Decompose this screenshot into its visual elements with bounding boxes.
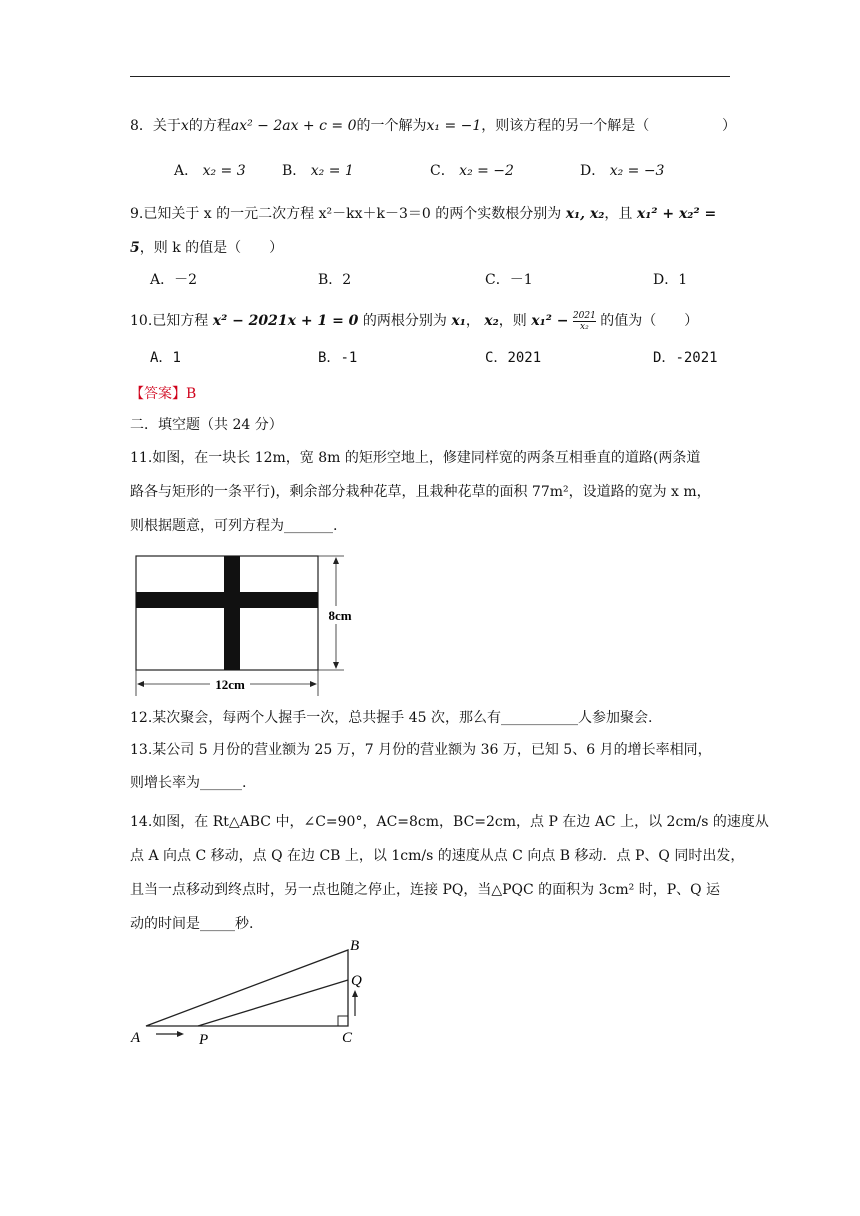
option-label: D． bbox=[653, 350, 676, 366]
q8-prefix: 8．关于 bbox=[130, 118, 181, 134]
q10-option-d bbox=[653, 348, 718, 368]
option-label: A． bbox=[174, 163, 199, 179]
q9-option-a bbox=[150, 270, 197, 290]
q11-line1: 11.如图，在一块长 12m，宽 8m 的矩形空地上，修建同样宽的两条互相垂直的道路(两条道 bbox=[130, 450, 701, 466]
q10-mid: 的两根分别为 bbox=[362, 313, 447, 329]
option-value: x₂ = −2 bbox=[459, 163, 514, 179]
label-b: B bbox=[350, 938, 360, 954]
q10-mid2: ，则 bbox=[498, 313, 527, 329]
option-value: 2 bbox=[342, 272, 352, 288]
q10-fraction-denominator: x₂ bbox=[580, 321, 589, 332]
option-label: C． bbox=[430, 163, 455, 179]
q14-line1: 14.如图，在 Rt△ABC 中，∠C=90°，AC=8cm，BC=2cm，点 P 在边 AC 上，以 2cm/s 的速度从 bbox=[130, 814, 769, 830]
option-label: A． bbox=[150, 272, 175, 288]
option-value: 1 bbox=[172, 350, 181, 366]
q14-line4: 动的时间是_____秒. bbox=[130, 916, 254, 932]
q9-option-b bbox=[318, 270, 351, 290]
option-label: D． bbox=[653, 272, 679, 288]
label-q: Q bbox=[351, 973, 362, 989]
q8-option-b bbox=[282, 161, 354, 181]
q9-option-c bbox=[485, 270, 533, 290]
height-label: 8cm bbox=[328, 608, 352, 623]
q8-option-d bbox=[580, 161, 664, 181]
q10-root2: x₂ bbox=[484, 313, 499, 329]
q8-option-a bbox=[174, 161, 246, 181]
q14-line3: 且当一点移动到终点时，另一点也随之停止，连接 PQ，当△PQC 的面积为 3cm² 时，P、Q 运 bbox=[130, 882, 721, 898]
label-c: C bbox=[342, 1030, 353, 1046]
q9-text: 9.已知关于 x 的一元二次方程 x²－kx＋k－3＝0 的两个实数根分别为 bbox=[130, 206, 562, 222]
q10-option-c bbox=[485, 348, 541, 368]
header-rule bbox=[130, 76, 730, 77]
option-value: 2021 bbox=[507, 350, 542, 366]
horizontal-road bbox=[136, 592, 318, 608]
q14-figure bbox=[126, 930, 376, 1054]
q8-close-paren: ） bbox=[722, 118, 736, 134]
answer bbox=[130, 384, 196, 404]
option-label: C． bbox=[485, 272, 510, 288]
answer-label: 【答案】 bbox=[130, 386, 186, 402]
label-p: P bbox=[199, 1032, 209, 1048]
option-value: －1 bbox=[509, 272, 533, 288]
q8-mid1: 的方程 bbox=[188, 118, 231, 134]
option-value: -2021 bbox=[675, 350, 718, 366]
question-8 bbox=[130, 116, 649, 136]
option-label: D． bbox=[580, 163, 606, 179]
q9-roots: x₁, x₂ bbox=[565, 206, 605, 222]
option-value: x₂ = 3 bbox=[202, 163, 246, 179]
q8-option-c bbox=[430, 161, 514, 181]
q10-root1: x₁ bbox=[451, 313, 466, 329]
arrow-down-icon bbox=[333, 662, 339, 669]
triangle-abc bbox=[146, 950, 348, 1026]
q9-condition: x₁² + x₂² = bbox=[636, 206, 717, 222]
option-label: B． bbox=[282, 163, 307, 179]
segment-pq bbox=[198, 980, 348, 1026]
option-value: x₂ = −3 bbox=[609, 163, 665, 179]
option-value: x₂ = 1 bbox=[310, 163, 354, 179]
q8-mid2: 的一个解为 bbox=[356, 118, 427, 134]
q8-var-x: x bbox=[180, 118, 189, 134]
q11-line2: 路各与矩形的一条平行)，剩余部分栽种花草，且栽种花草的面积 77m²，设道路的宽为 x m， bbox=[130, 484, 711, 500]
option-value: 1 bbox=[678, 272, 688, 288]
question-9-line1 bbox=[130, 204, 716, 224]
q8-suffix: ，则该方程的另一个解是（ bbox=[481, 118, 650, 134]
q11-line3: 则根据题意，可列方程为_______. bbox=[130, 518, 338, 534]
q10-sep: ， bbox=[465, 313, 480, 329]
q13-line2: 则增长率为______. bbox=[130, 775, 247, 791]
q8-root: x₁ = −1 bbox=[426, 118, 482, 134]
question-10 bbox=[130, 310, 698, 332]
arrow-up-icon bbox=[333, 557, 339, 564]
q10-option-a bbox=[150, 348, 181, 368]
option-label: C． bbox=[485, 350, 508, 366]
q9-text-b: ，且 bbox=[604, 206, 633, 222]
q14-line2: 点 A 向点 C 移动，点 Q 在边 CB 上，以 1cm/s 的速度从点 C 向点 B 移动．点 P、Q 同时出发， bbox=[130, 848, 745, 864]
q8-equation: ax² − 2ax + c = 0 bbox=[230, 118, 357, 134]
q10-prefix: 10.已知方程 bbox=[130, 313, 209, 329]
q10-expr-left: x₁² − bbox=[531, 313, 569, 329]
q10-equation: x² − 2021x + 1 = 0 bbox=[212, 313, 359, 329]
arrow-left-icon bbox=[137, 681, 144, 687]
option-label: B． bbox=[318, 350, 341, 366]
option-value: -1 bbox=[340, 350, 358, 366]
option-label: B． bbox=[318, 272, 343, 288]
question-9-line2 bbox=[130, 238, 283, 258]
arrow-up-icon bbox=[352, 990, 358, 997]
width-label: 12cm bbox=[215, 677, 245, 692]
q11-figure bbox=[126, 548, 366, 700]
right-angle-mark bbox=[338, 1016, 348, 1026]
q10-suffix: 的值为（ ） bbox=[600, 313, 699, 329]
section-heading: 二．填空题（共 24 分） bbox=[130, 417, 283, 433]
q9-line2-text: ，则 k 的值是（ ） bbox=[139, 240, 284, 256]
q10-option-b bbox=[318, 348, 357, 368]
label-a: A bbox=[131, 1030, 141, 1046]
arrow-right-icon bbox=[310, 681, 317, 687]
option-value: －2 bbox=[174, 272, 198, 288]
q9-condition-value: 5 bbox=[130, 240, 140, 256]
q10-fraction-numerator: 2021 bbox=[572, 310, 596, 321]
vertical-road bbox=[224, 556, 240, 670]
q10-fraction bbox=[573, 311, 596, 332]
question-12: 12.某次聚会，每两个人握手一次，总共握手 45 次，那么有___________人参加聚会. bbox=[130, 710, 653, 726]
q13-line1: 13.某公司 5 月份的营业额为 25 万，7 月份的营业额为 36 万，已知 5、6 月的增长率相同， bbox=[130, 742, 712, 758]
option-label: A． bbox=[150, 350, 173, 366]
q9-option-d bbox=[653, 270, 687, 290]
arrow-right-icon bbox=[177, 1031, 184, 1037]
answer-value: B bbox=[186, 386, 197, 402]
